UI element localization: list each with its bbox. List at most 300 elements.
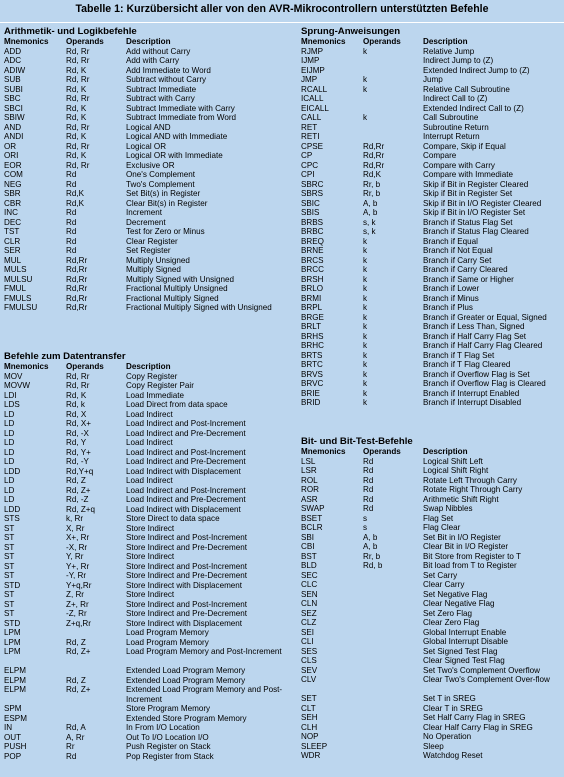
operands-cell: Rr xyxy=(66,742,75,751)
mnemonic-cell: ELPM xyxy=(4,685,27,694)
operands-cell: Rd xyxy=(363,466,374,475)
description-cell: Store Indirect and Pre-Decrement xyxy=(126,571,248,580)
table-row xyxy=(301,398,563,408)
mnemonic-cell: TST xyxy=(4,227,20,236)
operands-cell: s, k xyxy=(363,227,376,236)
table-row xyxy=(4,685,294,704)
section-bit xyxy=(301,436,563,761)
mnemonic-cell: IJMP xyxy=(301,56,320,65)
mnemonic-cell: EIJMP xyxy=(301,65,325,75)
table-row xyxy=(4,75,294,85)
table-row xyxy=(4,161,294,171)
mnemonic-cell: CLN xyxy=(301,599,318,608)
description-cell: Subroutine Return xyxy=(423,122,489,132)
description-cell: Watchdog Reset xyxy=(423,751,483,760)
operands-cell: Rd, Z+q xyxy=(66,504,96,514)
mnemonic-cell: LD xyxy=(4,447,15,457)
table-row xyxy=(4,581,294,591)
mnemonic-cell: BRIE xyxy=(301,388,320,398)
description-cell: Copy Register xyxy=(126,371,178,381)
mnemonic-cell: BRNE xyxy=(301,246,324,255)
mnemonic-cell: ST xyxy=(4,542,15,552)
table-row xyxy=(301,151,563,161)
description-cell: Branch if Status Flag Set xyxy=(423,217,513,227)
operands-cell: Rd xyxy=(66,208,77,217)
description-cell: Multiply Signed with Unsigned xyxy=(126,274,234,284)
description-cell: Load Indirect and Post-Increment xyxy=(126,419,246,428)
description-cell: Subtract Immediate xyxy=(126,84,197,94)
table-row xyxy=(4,208,294,218)
table-row xyxy=(301,303,563,313)
mnemonic-cell: ST xyxy=(4,590,15,599)
mnemonic-cell: BRGE xyxy=(301,312,324,322)
operands-cell: Rd, Z xyxy=(66,637,86,647)
description-cell: Swap Nibbles xyxy=(423,504,473,513)
description-cell: Branch if Status Flag Cleared xyxy=(423,227,529,236)
header-operands: Operands xyxy=(363,37,401,46)
description-cell: Store Indirect and Pre-Decrement xyxy=(126,542,248,552)
operands-cell: Rr, b xyxy=(363,189,381,198)
table-row xyxy=(4,438,294,448)
description-cell: Clear Bit(s) in Register xyxy=(126,198,208,208)
table-row xyxy=(4,400,294,410)
description-cell: Load Indirect with Displacement xyxy=(126,466,241,476)
mnemonic-cell: ELPM xyxy=(4,675,27,685)
table-row xyxy=(301,294,563,304)
operands-cell: Rd, Rr xyxy=(66,56,90,65)
operands-cell: Rd,Rr xyxy=(363,151,385,160)
table-row xyxy=(4,543,294,553)
operands-cell: Rd,Rr xyxy=(66,274,88,284)
operands-cell: Rd, K xyxy=(66,151,87,160)
mnemonic-cell: SEN xyxy=(301,589,318,599)
description-cell: Set Bit(s) in Register xyxy=(126,189,201,198)
section-title: Arithmetik- und Logikbefehle xyxy=(4,26,137,37)
description-cell: Load Indirect and Post-Increment xyxy=(126,447,246,457)
mnemonic-cell: ICALL xyxy=(301,94,324,103)
mnemonic-cell: MOVW xyxy=(4,381,31,390)
table-row xyxy=(301,533,563,543)
mnemonic-cell: CBR xyxy=(4,198,22,208)
mnemonic-cell: BREQ xyxy=(301,236,324,246)
operands-cell: Rr, b xyxy=(363,551,381,561)
description-cell: Extended Indirect Jump to (Z) xyxy=(423,65,530,75)
mnemonic-cell: SBIC xyxy=(301,198,320,208)
operands-cell: Rd xyxy=(363,504,374,513)
operands-cell: Z+, Rr xyxy=(66,599,89,609)
header-mnemonics: Mnemonics xyxy=(4,37,49,46)
description-cell: Clear Carry xyxy=(423,580,465,589)
mnemonic-cell: BRMI xyxy=(301,293,322,303)
operands-cell: Rd, Rr xyxy=(66,75,90,84)
header-mnemonics: Mnemonics xyxy=(301,37,346,46)
table-row xyxy=(4,752,294,762)
description-cell: Logical Shift Right xyxy=(423,466,489,475)
mnemonic-cell: AND xyxy=(4,122,22,132)
operands-cell: A, b xyxy=(363,542,378,551)
table-row xyxy=(4,104,294,114)
table-row xyxy=(4,704,294,714)
operands-cell: k xyxy=(363,369,368,379)
description-cell: Bit Store from Register to T xyxy=(423,551,521,561)
description-cell: Extended Load Program Memory and Post-Increment xyxy=(126,685,283,704)
mnemonic-cell: SEC xyxy=(301,570,318,580)
operands-cell: k xyxy=(363,303,368,312)
title-divider xyxy=(0,22,564,23)
description-cell: Fractional Multiply Signed with Unsigned xyxy=(126,303,272,312)
header-description: Description xyxy=(423,447,468,456)
table-row xyxy=(4,742,294,752)
operands-cell: Rd,Rr xyxy=(66,265,88,274)
table-row xyxy=(4,571,294,581)
table-row xyxy=(301,370,563,380)
mnemonic-cell: LDD xyxy=(4,466,21,476)
mnemonic-cell: BRHS xyxy=(301,331,324,341)
mnemonic-cell: SLEEP xyxy=(301,741,328,751)
description-cell: Branch if Less Than, Signed xyxy=(423,322,525,331)
table-row xyxy=(301,590,563,600)
operands-cell: X, Rr xyxy=(66,523,85,533)
table-row xyxy=(301,142,563,152)
description-cell: Extended Load Program Memory xyxy=(126,675,246,685)
table-row xyxy=(4,609,294,619)
table-row xyxy=(301,208,563,218)
table-row xyxy=(301,256,563,266)
table-row xyxy=(301,275,563,285)
operands-cell: k xyxy=(363,331,368,341)
mnemonic-cell: BRHC xyxy=(301,341,324,350)
mnemonic-cell: LDI xyxy=(4,390,17,400)
table-row xyxy=(301,265,563,275)
mnemonic-cell: BRLT xyxy=(301,322,322,331)
description-cell: Out To I/O Location I/O xyxy=(126,732,209,742)
mnemonic-cell: SBC xyxy=(4,94,21,103)
mnemonic-cell: ELPM xyxy=(4,666,27,675)
table-row xyxy=(4,562,294,572)
table-row xyxy=(301,161,563,171)
description-cell: One's Complement xyxy=(126,170,196,179)
mnemonic-cell: SEH xyxy=(301,713,318,722)
table-row xyxy=(301,514,563,524)
table-row xyxy=(4,284,294,294)
operands-cell: Rd,Rr xyxy=(66,303,88,312)
mnemonic-cell: SPM xyxy=(4,704,22,713)
table-row xyxy=(301,628,563,638)
table-row xyxy=(301,751,563,761)
operands-cell: Rd, -Y xyxy=(66,457,89,466)
description-cell: Store Indirect and Post-Increment xyxy=(126,599,248,609)
operands-cell: Rd xyxy=(66,179,77,189)
operands-cell: Rd, Y xyxy=(66,438,87,447)
operands-cell: Rd xyxy=(363,494,374,504)
operands-cell: k xyxy=(363,113,368,122)
description-cell: Rotate Left Through Carry xyxy=(423,475,517,485)
description-cell: Extended Load Program Memory xyxy=(126,666,246,675)
operands-cell: Rd xyxy=(363,485,374,494)
mnemonic-cell: ESPM xyxy=(4,713,27,723)
table-row xyxy=(4,170,294,180)
operands-cell: Rd, -Z xyxy=(66,495,89,504)
table-row xyxy=(301,694,563,704)
operands-cell: k xyxy=(363,322,368,331)
description-cell: Logical OR with Immediate xyxy=(126,151,223,160)
table-row xyxy=(301,227,563,237)
mnemonic-cell: CLH xyxy=(301,722,318,732)
operands-cell: Rd, K xyxy=(66,113,87,122)
operands-cell: Rd, Y+ xyxy=(66,447,91,457)
table-row xyxy=(301,389,563,399)
table-row xyxy=(4,533,294,543)
header-operands: Operands xyxy=(66,37,104,46)
table-row xyxy=(4,457,294,467)
description-cell: Branch if Plus xyxy=(423,303,473,312)
mnemonic-cell: CLR xyxy=(4,236,21,246)
mnemonic-cell: CBI xyxy=(301,542,315,551)
description-cell: Store Indirect with Displacement xyxy=(126,618,243,628)
operands-cell: X+, Rr xyxy=(66,533,90,542)
mnemonic-cell: BRCS xyxy=(301,255,324,265)
mnemonic-cell: CLC xyxy=(301,580,318,589)
mnemonic-cell: SBR xyxy=(4,189,21,198)
operands-cell: Rd, K xyxy=(66,390,87,400)
mnemonic-cell: SBCI xyxy=(4,103,23,113)
mnemonic-cell: LDD xyxy=(4,504,21,514)
section-title: Bit- und Bit-Test-Befehle xyxy=(301,436,413,447)
description-cell: Subtract with Carry xyxy=(126,94,195,103)
description-cell: Branch if Carry Cleared xyxy=(423,265,508,274)
mnemonic-cell: CPI xyxy=(301,170,315,179)
operands-cell: k xyxy=(363,360,368,369)
table-row xyxy=(4,256,294,266)
mnemonic-cell: FMUL xyxy=(4,284,27,293)
table-row xyxy=(4,666,294,676)
table-row xyxy=(301,552,563,562)
table-row xyxy=(4,246,294,256)
table-row xyxy=(301,379,563,389)
description-cell: Branch if Equal xyxy=(423,236,478,246)
table-row xyxy=(4,619,294,629)
description-cell: Clear Register xyxy=(126,236,178,246)
description-cell: Skip if Bit in I/O Register Set xyxy=(423,208,526,217)
column-header-row xyxy=(4,362,294,372)
table-row xyxy=(4,714,294,724)
mnemonic-cell: LPM xyxy=(4,647,21,656)
mnemonic-cell: MOV xyxy=(4,371,23,381)
description-cell: Compare with Carry xyxy=(423,160,495,170)
description-cell: Clear T in SREG xyxy=(423,703,483,713)
description-cell: Store Indirect with Displacement xyxy=(126,580,243,590)
operands-cell: Rd xyxy=(66,236,77,246)
operands-cell: A, b xyxy=(363,198,378,208)
mnemonic-cell: ADD xyxy=(4,46,22,56)
operands-cell: s xyxy=(363,523,368,532)
operands-cell: -Y, Rr xyxy=(66,571,87,580)
header-operands: Operands xyxy=(66,362,104,371)
mnemonic-cell: CLT xyxy=(301,703,316,713)
operands-cell: k xyxy=(363,274,368,284)
table-row xyxy=(4,419,294,429)
table-row xyxy=(4,142,294,152)
mnemonic-cell: OUT xyxy=(4,732,22,742)
table-row xyxy=(301,132,563,142)
description-cell: Flag Set xyxy=(423,513,454,523)
description-cell: Store Indirect xyxy=(126,523,175,533)
table-row xyxy=(4,514,294,524)
table-row xyxy=(301,322,563,332)
table-row xyxy=(301,495,563,505)
mnemonic-cell: BRTS xyxy=(301,350,323,360)
operands-cell: k xyxy=(363,236,368,246)
table-row xyxy=(4,448,294,458)
description-cell: Clear Negative Flag xyxy=(423,599,495,608)
mnemonic-cell: ST xyxy=(4,561,15,571)
table-row xyxy=(4,303,294,322)
operands-cell: Rd,Rr xyxy=(66,293,88,303)
operands-cell: k xyxy=(363,246,368,255)
description-cell: Interrupt Return xyxy=(423,132,480,141)
description-cell: Branch if Overflow Flag is Cleared xyxy=(423,379,546,388)
description-cell: Compare, Skip if Equal xyxy=(423,141,506,151)
table-row xyxy=(301,542,563,552)
mnemonic-cell: MULSU xyxy=(4,274,33,284)
description-cell: Branch if Half Carry Flag Set xyxy=(423,331,527,341)
mnemonic-cell: CP xyxy=(301,151,313,160)
table-row xyxy=(301,523,563,533)
table-row xyxy=(4,495,294,505)
table-row xyxy=(301,246,563,256)
description-cell: Multiply Signed xyxy=(126,265,181,274)
mnemonic-cell: CLZ xyxy=(301,618,317,627)
table-row xyxy=(301,723,563,733)
mnemonic-cell: OR xyxy=(4,141,17,151)
header-description: Description xyxy=(126,362,171,371)
mnemonic-cell: LD xyxy=(4,419,15,428)
table-row xyxy=(301,47,563,57)
operands-cell: Rd,Rr xyxy=(66,255,88,265)
operands-cell: Rd, Rr xyxy=(66,94,90,103)
table-row xyxy=(301,218,563,228)
description-cell: Pop Register from Stack xyxy=(126,751,214,761)
mnemonic-cell: EICALL xyxy=(301,103,329,113)
table-row xyxy=(4,429,294,439)
description-cell: Load Direct from data space xyxy=(126,400,228,409)
table-row xyxy=(301,476,563,486)
mnemonic-cell: ROL xyxy=(301,475,318,485)
mnemonic-cell: BRBC xyxy=(301,227,324,236)
description-cell: Global Interrupt Disable xyxy=(423,637,509,646)
operands-cell: Z+q,Rr xyxy=(66,618,91,628)
operands-cell: -Z, Rr xyxy=(66,609,87,618)
mnemonic-cell: ST xyxy=(4,599,15,609)
table-row xyxy=(301,704,563,714)
table-row xyxy=(4,265,294,275)
mnemonic-cell: ORI xyxy=(4,151,19,160)
mnemonic-cell: LD xyxy=(4,457,15,466)
section-transfer xyxy=(4,351,294,761)
mnemonic-cell: SBI xyxy=(301,532,315,542)
description-cell: Store Indirect and Pre-Decrement xyxy=(126,609,248,618)
mnemonic-cell: RJMP xyxy=(301,46,324,56)
operands-cell: Z, Rr xyxy=(66,590,84,599)
mnemonic-cell: BRPL xyxy=(301,303,323,312)
operands-cell: Rd, Z+ xyxy=(66,685,91,694)
mnemonic-cell: ST xyxy=(4,571,15,580)
operands-cell: Rr, b xyxy=(363,179,381,189)
mnemonic-cell: BRVC xyxy=(301,379,324,388)
column-header-row xyxy=(301,37,563,47)
column-header-row xyxy=(4,37,294,47)
operands-cell: Rd,K xyxy=(363,170,381,179)
mnemonic-cell: ASR xyxy=(301,494,318,504)
description-cell: Set Signed Test Flag xyxy=(423,646,498,656)
description-cell: Logical AND with Immediate xyxy=(126,132,228,141)
description-cell: Flag Clear xyxy=(423,523,461,532)
mnemonic-cell: FMULSU xyxy=(4,303,38,312)
operands-cell: Rd xyxy=(363,456,374,466)
table-row xyxy=(4,294,294,304)
table-row xyxy=(4,132,294,142)
description-cell: Global Interrupt Enable xyxy=(423,627,507,637)
operands-cell: Y, Rr xyxy=(66,552,84,561)
mnemonic-cell: ROR xyxy=(301,485,319,494)
description-cell: Relative Jump xyxy=(423,46,475,56)
operands-cell: Rd, Z+ xyxy=(66,485,91,495)
description-cell: Multiply Unsigned xyxy=(126,255,190,265)
description-cell: Branch if T Flag Set xyxy=(423,350,495,360)
table-row xyxy=(4,733,294,743)
table-row xyxy=(301,666,563,676)
mnemonic-cell: STD xyxy=(4,580,21,590)
description-cell: Add without Carry xyxy=(126,46,191,56)
description-cell: Subtract Immediate from Word xyxy=(126,113,237,122)
description-cell: Load Immediate xyxy=(126,390,185,400)
table-row xyxy=(301,113,563,123)
mnemonic-cell: CPSE xyxy=(301,141,324,151)
operands-cell: k xyxy=(363,255,368,265)
operands-cell: A, b xyxy=(363,532,378,542)
description-cell: No Operation xyxy=(423,732,472,741)
description-cell: Call Subroutine xyxy=(423,113,479,122)
operands-cell: k xyxy=(363,84,368,94)
description-cell: Bit load from T to Register xyxy=(423,561,517,570)
table-row xyxy=(301,170,563,180)
mnemonic-cell: BCLR xyxy=(301,523,323,532)
mnemonic-cell: SBRC xyxy=(301,179,324,189)
table-row xyxy=(301,713,563,723)
description-cell: Set Carry xyxy=(423,570,458,580)
operands-cell: A, b xyxy=(363,208,378,217)
mnemonic-cell: ST xyxy=(4,552,15,561)
mnemonic-cell: LSL xyxy=(301,456,316,466)
mnemonic-cell: SBIW xyxy=(4,113,25,122)
description-cell: Extended Indirect Call to (Z) xyxy=(423,103,524,113)
mnemonic-cell: SER xyxy=(4,246,21,255)
description-cell: Set Register xyxy=(126,246,171,255)
description-cell: Load Indirect xyxy=(126,409,173,419)
mnemonic-cell: SEV xyxy=(301,665,318,675)
mnemonic-cell: ST xyxy=(4,533,15,542)
table-row xyxy=(4,94,294,104)
description-cell: Push Register on Stack xyxy=(126,742,211,751)
mnemonic-cell: SEZ xyxy=(301,608,317,618)
mnemonic-cell: RETI xyxy=(301,132,320,141)
description-cell: Branch if Minus xyxy=(423,293,479,303)
description-cell: Test for Zero or Minus xyxy=(126,227,205,236)
table-row xyxy=(4,600,294,610)
mnemonic-cell: SWAP xyxy=(301,504,325,513)
mnemonic-cell: NOP xyxy=(301,732,319,741)
description-cell: Set Two's Complement Overflow xyxy=(423,665,540,675)
